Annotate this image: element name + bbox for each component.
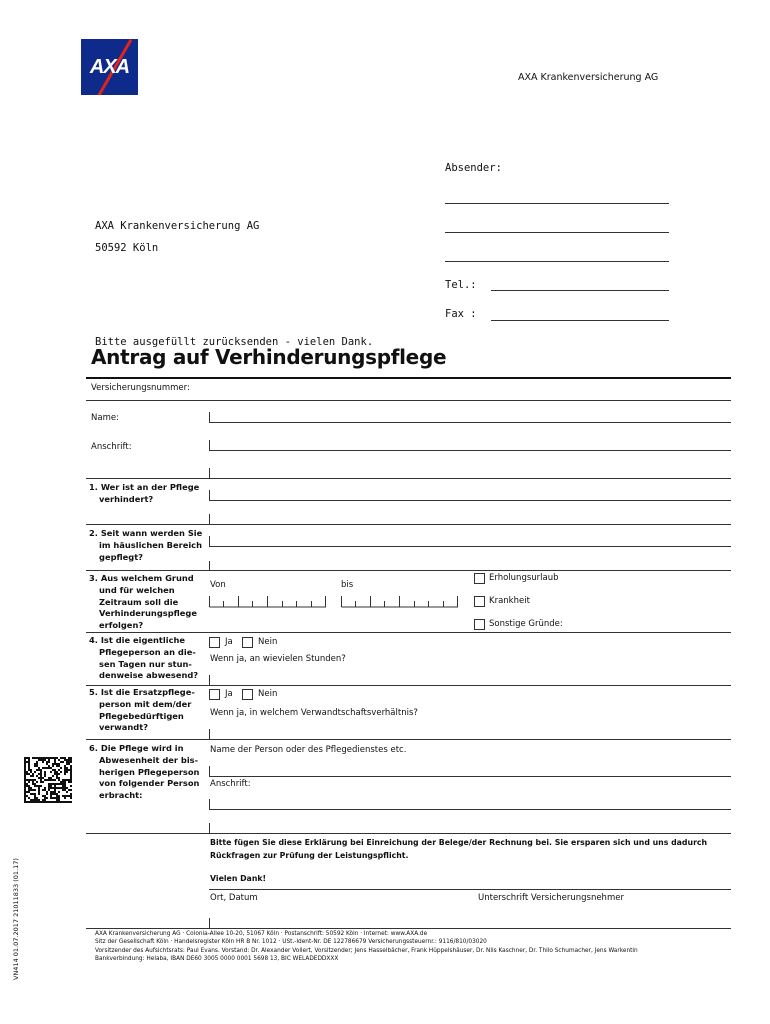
q6-label: 6. Die Pflege wird in Abwesenheit der bis- herigen Pflegeperson von folgender Person erbracht: xyxy=(89,743,200,801)
name-line[interactable] xyxy=(209,422,731,423)
recipient-line-2: 50592 Köln xyxy=(95,242,159,254)
q4-followup: Wenn ja, an wievielen Stunden? xyxy=(210,654,346,664)
q5-ja-checkbox[interactable] xyxy=(209,689,220,700)
signature-line[interactable] xyxy=(86,928,731,929)
q6-anschrift-label: Anschrift: xyxy=(210,779,251,789)
name-label: Name: xyxy=(91,413,119,423)
q5-line[interactable] xyxy=(86,739,731,740)
q5-tick xyxy=(209,729,210,739)
krankheit-checkbox[interactable] xyxy=(474,596,485,607)
q2-tick xyxy=(209,536,210,546)
footer: AXA Krankenversicherung AG · Colonia-Allee 10-20, 51067 Köln · Postanschrift: 50592 Köln · Internet: www.AXA.de Sitz der Gesellschaft Köln · Handelsregister Köln HR B Nr. 1012 · USt.-Ident-Nr. DE 122786679 Versicherungssteuernr.: 9116/810/03020 Vorsitzender des Aufsichtsrats: Paul Evans. Vorstand: Dr. Alexander Vollert, Vorsitzender; Jens Hasselbächer, Frank Hüppelshäuser, Dr. Nils Kaschner, Dr. Thilo Schumacher, Jens Warkentin Bankverbindung: Helaba, IBAN DE60 3005 0000 0001 5698 13, BIC WELADEDDXXX xyxy=(95,931,638,963)
q3-label: 3. Aus welchem Grund und für welchen Zeitraum soll die Verhinderungspflege erfolgen? xyxy=(89,573,197,631)
q6-tick xyxy=(209,766,210,776)
sender-line-1[interactable] xyxy=(445,203,669,204)
q1-line-1[interactable] xyxy=(209,500,731,501)
versicherungsnummer-label: Versicherungsnummer: xyxy=(91,383,190,393)
q4-ja-checkbox[interactable] xyxy=(209,637,220,648)
signature-tick xyxy=(209,918,210,928)
q1-label: 1. Wer ist an der Pflege verhindert? xyxy=(89,482,200,504)
axa-logo xyxy=(81,39,138,95)
q5-followup: Wenn ja, in welchem Verwandtschaftsverhältnis? xyxy=(210,708,418,718)
sender-line-3[interactable] xyxy=(445,261,669,262)
q6-line-3[interactable] xyxy=(86,833,731,834)
q4-nein-checkbox[interactable] xyxy=(242,637,253,648)
q1-tick xyxy=(209,490,210,500)
recipient-line-1: AXA Krankenversicherung AG xyxy=(95,220,260,232)
anschrift-line-2[interactable] xyxy=(86,478,731,479)
q6-anschrift-line[interactable] xyxy=(209,809,731,810)
anschrift-line-1[interactable] xyxy=(209,450,731,451)
sonstige-gruende-label: Sonstige Gründe: xyxy=(489,619,563,629)
q4-tick xyxy=(209,675,210,685)
anschrift-label: Anschrift: xyxy=(91,442,132,452)
sender-label: Absender: xyxy=(445,162,502,174)
fax-label: Fax : xyxy=(445,308,477,320)
q4-ja-label: Ja xyxy=(225,637,233,647)
q2-label: 2. Seit wann werden Sie im häuslichen Bereich gepflegt? xyxy=(89,528,203,562)
closing-note: Bitte fügen Sie diese Erklärung bei Einreichung der Belege/der Rechnung bei. Sie ersparen sich und uns dadurch Rückfragen zur Prüfung der Leistungspflicht. xyxy=(210,838,708,860)
anschrift-tick-2 xyxy=(209,468,210,478)
krankheit-label: Krankheit xyxy=(489,596,530,606)
q2-line-2[interactable] xyxy=(86,570,731,571)
q4-nein-label: Nein xyxy=(258,637,278,647)
name-tick xyxy=(209,412,210,422)
q5-nein-label: Nein xyxy=(258,689,278,699)
q5-ja-label: Ja xyxy=(225,689,233,699)
q1-line-2[interactable] xyxy=(86,524,731,525)
bis-date-comb[interactable] xyxy=(341,594,461,608)
von-date-comb[interactable] xyxy=(209,594,329,608)
q6-tick-3 xyxy=(209,823,210,833)
thanks-text: Vielen Dank! xyxy=(210,874,267,883)
q4-label: 4. Ist die eigentliche Pflegeperson an die- sen Tagen nur stun- denweise abwesend? xyxy=(89,635,199,681)
erholungsurlaub-checkbox[interactable] xyxy=(474,573,485,584)
q3-divider xyxy=(86,632,731,633)
bis-label: bis xyxy=(341,580,354,590)
logo-text: AXA xyxy=(89,56,130,78)
fax-line[interactable] xyxy=(491,320,669,321)
intro-text: Bitte ausgefüllt zurücksenden - vielen Dank. xyxy=(95,336,374,348)
sender-line-2[interactable] xyxy=(445,232,669,233)
unterschrift-label: Unterschrift Versicherungsnehmer xyxy=(478,893,624,903)
q4-line[interactable] xyxy=(86,685,731,686)
form-number-vertical: VN414 01.07.2017 21011833 (01.17) xyxy=(12,858,20,980)
anschrift-tick xyxy=(209,440,210,450)
ort-datum-label: Ort, Datum xyxy=(210,893,258,903)
q6-tick-2 xyxy=(209,799,210,809)
signature-rule-top xyxy=(209,889,731,890)
erholungsurlaub-label: Erholungsurlaub xyxy=(489,573,559,583)
q2-line-1[interactable] xyxy=(209,546,731,547)
tel-label: Tel.: xyxy=(445,279,477,291)
q5-label: 5. Ist die Ersatzpflege- person mit dem/der Pflegebedürftigen verwandt? xyxy=(89,687,195,733)
q1-tick-2 xyxy=(209,514,210,524)
von-label: Von xyxy=(210,580,226,590)
form-title: Antrag auf Verhinderungspflege xyxy=(91,345,447,369)
qr-code xyxy=(24,757,72,803)
company-name: AXA Krankenversicherung AG xyxy=(518,72,659,83)
tel-line[interactable] xyxy=(491,290,669,291)
sonstige-gruende-checkbox[interactable] xyxy=(474,619,485,630)
row-divider xyxy=(86,400,731,401)
q5-nein-checkbox[interactable] xyxy=(242,689,253,700)
q6-name-label: Name der Person oder des Pflegedienstes etc. xyxy=(210,745,407,755)
q6-name-line[interactable] xyxy=(209,776,731,777)
title-rule xyxy=(86,377,731,379)
